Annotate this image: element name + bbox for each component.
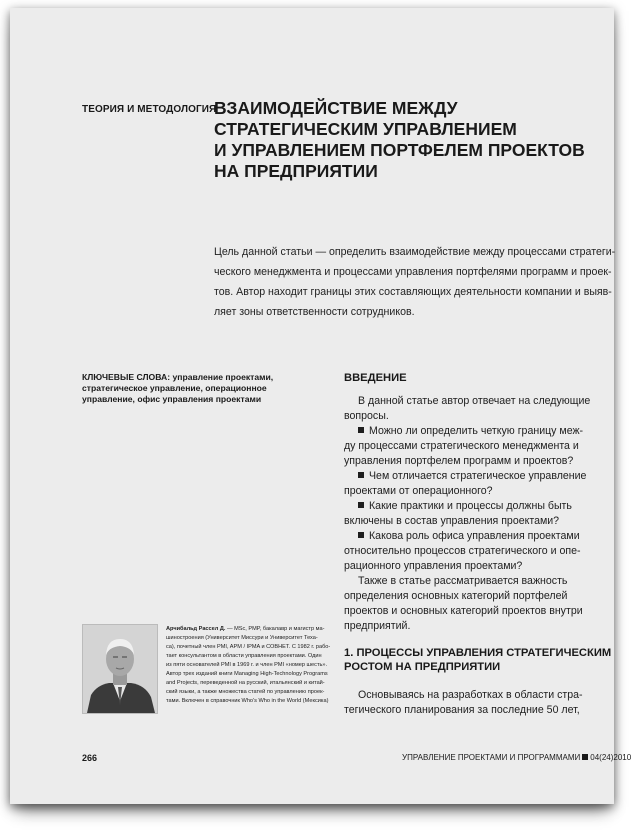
section-1-body [344, 688, 592, 718]
bio-line: из пяти основателей PMI в 1969 г. и член PMI «номер шесть». [166, 662, 328, 668]
author-bio: Арчибальд Рассел Д. — MSc, PMP, бакалавр и магистр ма- шиностроения (Университет Миссури и Университет Теха- са), почетный член PMI, APM / IPMA и СОВНЕТ. С 1982 г. рабо- тает консультантом в области управления проектами. Один из пяти основателей PMI в 1969 г. и член PMI «номер шесть». Автор трех изданий книги Managing High-Technology Programs and Projects, переведенной на русский, итальянский и китай- ский языки, а также множества статей по управлению проек- тами. Включен в справочник Who's Who in the World (Мексика) [166, 626, 331, 704]
question-item: Можно ли определить четкую границу меж- [344, 424, 592, 439]
abstract-line: ляет зоны ответственности сотрудников. [214, 306, 415, 318]
abstract-line: ческого менеджмента и процессами управления портфелями программ и проек- [214, 266, 612, 278]
keywords: КЛЮЧЕВЫЕ СЛОВА: управление проектами, стратегическое управление, операционное управление, офис управления проектами [82, 372, 274, 404]
bullet-square-icon [358, 502, 364, 508]
body-line: предприятий. [344, 620, 411, 632]
body-line: проектами от операционного? [344, 485, 493, 497]
body-line: рационного управления проектами? [344, 560, 523, 572]
bullet-square-icon [358, 472, 364, 478]
author-name: Арчибальд Рассел Д. [166, 626, 226, 632]
body-line: В данной статье автор отвечает на следующие [358, 395, 591, 407]
body-line: тегического планирования за последние 50 лет, [344, 704, 580, 716]
body-line: определения основных категорий портфелей [344, 590, 568, 602]
question-item: Какие практики и процессы должны быть [344, 499, 592, 514]
bio-line: Автор трех изданий книги Managing High-Technology Programs [166, 671, 328, 677]
bullet-square-icon [358, 427, 364, 433]
magazine-name: УПРАВЛЕНИЕ ПРОЕКТАМИ И ПРОГРАММАМИ [402, 753, 581, 762]
body-line: Также в статье рассматривается важность [358, 575, 568, 587]
separator-square-icon [582, 754, 588, 760]
body-line: проектов и основных категорий проектов внутри [344, 605, 583, 617]
body-line: включены в состав управления проектами? [344, 515, 560, 527]
bio-line: and Projects, переведенной на русский, итальянский и китай- [166, 680, 325, 686]
title-line: НА ПРЕДПРИЯТИИ [214, 161, 378, 181]
body-line: Основываясь на разработках в области стра- [358, 689, 583, 701]
abstract-line: Цель данной статьи — определить взаимодействие между процессами стратеги- [214, 246, 616, 258]
body-line: вопросы. [344, 410, 389, 422]
magazine-page [10, 8, 632, 804]
title-line: И УПРАВЛЕНИЕМ ПОРТФЕЛЕМ ПРОЕКТОВ [214, 140, 585, 160]
body-line: управления портфелем программ и проектов? [344, 455, 574, 467]
footer-magazine [402, 753, 631, 762]
bullet-square-icon [358, 532, 364, 538]
intro-heading: ВВЕДЕНИЕ [344, 372, 407, 384]
article-title [214, 98, 594, 182]
author-photo [82, 624, 158, 714]
page-number: 266 [82, 753, 98, 763]
bio-line: ский языки, а также множества статей по управлению проек- [166, 689, 325, 695]
issue-number: 04(24)2010 [590, 753, 632, 762]
intro-body [344, 394, 592, 634]
bio-line: шиностроения (Университет Миссури и Университет Теха- [166, 635, 318, 641]
question-item: Какова роль офиса управления проектами [344, 529, 592, 544]
section-label: ТЕОРИЯ И МЕТОДОЛОГИЯ [82, 104, 217, 115]
bio-line: са), почетный член PMI, APM / IPMA и СОВНЕТ. С 1982 г. рабо- [166, 644, 331, 650]
body-line: ду процессами стратегического менеджмента и [344, 440, 579, 452]
author-portrait-icon [83, 625, 157, 713]
title-line: СТРАТЕГИЧЕСКИМ УПРАВЛЕНИЕМ [214, 119, 517, 139]
body-line: относительно процессов стратегического и опе- [344, 545, 581, 557]
question-item: Чем отличается стратегическое управление [344, 469, 592, 484]
abstract [214, 242, 616, 322]
bio-line: тами. Включен в справочник Who's Who in the World (Мексика) [166, 698, 329, 704]
title-line: ВЗАИМОДЕЙСТВИЕ МЕЖДУ [214, 98, 458, 118]
bio-line: тает консультантом в области управления проектами. Один [166, 653, 322, 659]
abstract-line: тов. Автор находит границы этих составляющих деятельности компании и выяв- [214, 286, 612, 298]
section-1-heading: 1. ПРОЦЕССЫ УПРАВЛЕНИЯ СТРАТЕГИЧЕСКИМ РОСТОМ НА ПРЕДПРИЯТИИ [344, 647, 612, 673]
